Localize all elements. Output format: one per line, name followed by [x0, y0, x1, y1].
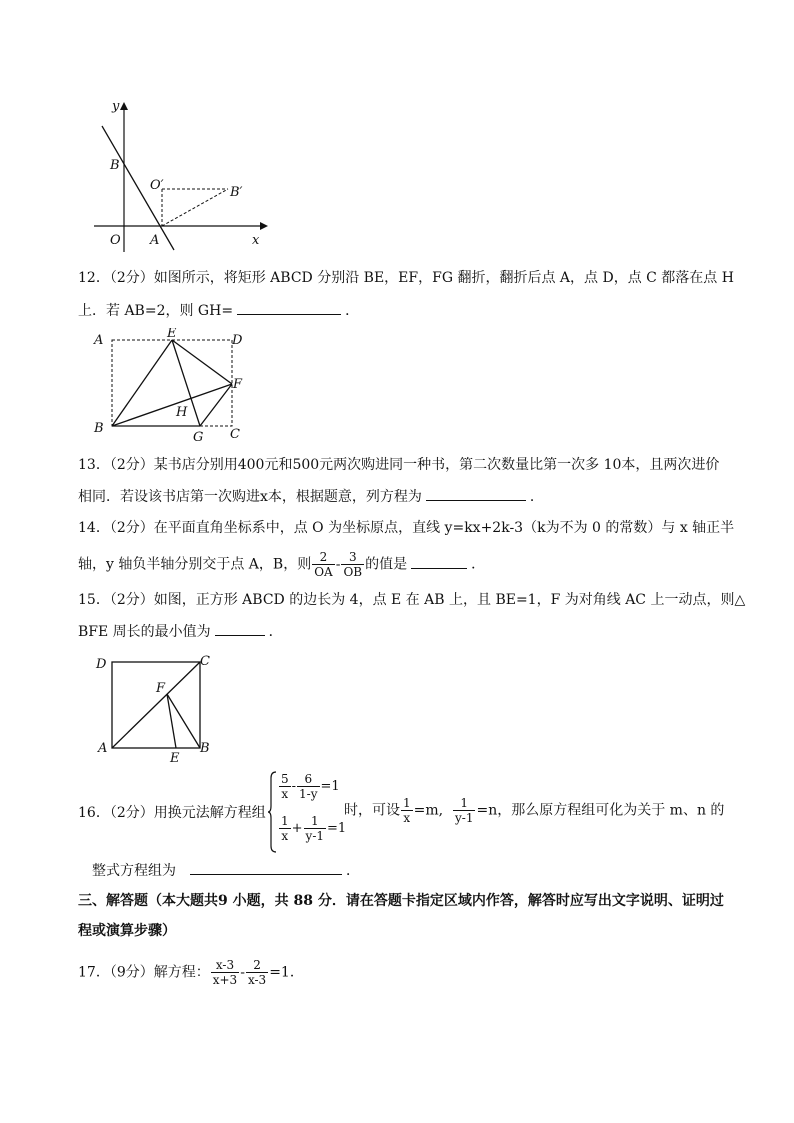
q14-line2 — [78, 550, 485, 579]
q14-text: 轴，y 轴负半轴分别交于点 A，B，则 — [78, 556, 312, 573]
minus-sign: - — [335, 556, 341, 573]
equals-1: =1 — [320, 779, 340, 794]
figure-q12-rectangle-fold — [90, 328, 250, 446]
q16-text: 时，可设 — [344, 802, 400, 819]
fraction-x-3-over-x-3: $\frac{x-3}{x+3}$ — [212, 958, 238, 987]
plus-sign: + — [291, 821, 303, 836]
section-3-heading-2: 程或演算步骤） — [78, 923, 176, 939]
q14-text-2: 的值是 — [365, 556, 408, 573]
label-h: H — [176, 405, 188, 420]
label-c: C — [230, 427, 240, 442]
fraction-1-x: $\frac{1}{x}$ — [281, 814, 289, 843]
fraction-1-x-sub: $\frac{1}{x}$ — [403, 796, 411, 825]
label-c: C — [200, 654, 210, 669]
x-axis-arrow — [260, 222, 268, 230]
q17-suffix: =1． — [269, 964, 304, 981]
fraction-3-ob: $\frac{3}{OB}$ — [343, 550, 363, 579]
equation-1 — [278, 772, 340, 801]
minus-sign: - — [291, 779, 297, 794]
label-d: D — [232, 333, 243, 348]
label-e: E — [167, 328, 177, 341]
dashed-a-bprime — [162, 189, 228, 226]
fraction-6-1-y: $\frac{6}{1-y}$ — [299, 772, 318, 801]
q13-period: ． — [529, 489, 544, 505]
diagonal-ac — [112, 662, 200, 748]
label-b: B — [200, 741, 210, 756]
q17-line — [78, 958, 304, 987]
answer-blank — [215, 621, 265, 636]
section-3-heading: 三、解答题（本大题共9 小题，共 88 分．请在答题卡指定区域内作答，解答时应写出文字说明、证明过 — [78, 893, 724, 909]
q16-text-2: =n，那么原方程组可化为关于 m、n 的 — [476, 802, 725, 819]
label-b: B — [94, 421, 104, 436]
q16-line1 — [78, 803, 266, 823]
answer-blank — [237, 300, 341, 315]
answer-blank — [426, 486, 526, 501]
y-axis-arrow — [120, 102, 128, 110]
line-fg — [200, 384, 232, 426]
label-a: A — [98, 741, 108, 756]
answer-blank — [411, 554, 467, 569]
label-g: G — [193, 430, 204, 445]
label-b-prime: B′ — [230, 185, 243, 200]
label-d: D — [96, 657, 107, 672]
fraction-1-y-1-sub: $\frac{1}{y-1}$ — [455, 796, 474, 825]
label-e: E — [170, 751, 180, 764]
label-y: y — [112, 99, 120, 114]
equals-m: =m, — [413, 802, 444, 819]
label-b: B — [110, 158, 120, 173]
line-be — [112, 340, 172, 426]
equation-2 — [278, 814, 346, 843]
q16-line1-rest — [344, 796, 724, 825]
label-a: A — [150, 233, 160, 248]
line-bf — [112, 384, 232, 426]
q15-line1: 15．（2分）如图，正方形 ABCD 的边长为 4，点 E 在 AB 上，且 BE=1，F 为对角线 AC 上一动点，则△ — [78, 592, 746, 608]
left-brace — [268, 770, 278, 854]
label-o: O — [110, 233, 121, 248]
line-ef — [172, 340, 232, 384]
q14-period: ． — [471, 556, 486, 573]
figure-q11-coordinate-graph — [88, 96, 278, 256]
q13-text: 相同．若设该书店第一次购进x本，根据题意，列方程为 — [78, 489, 422, 505]
rectangle-abcd — [112, 340, 232, 426]
label-x: x — [252, 233, 260, 248]
q16-prefix: 16．（2分）用换元法解方程组 — [78, 805, 266, 821]
q16-line2 — [92, 860, 360, 881]
q12-text: 上．若 AB=2，则 GH= — [78, 303, 234, 319]
label-o-prime: O′ — [150, 178, 164, 193]
fraction-5-x: $\frac{5}{x}$ — [281, 772, 289, 801]
fraction-2-oa: $\frac{2}{OA}$ — [314, 550, 333, 579]
q12-period: ． — [345, 303, 360, 319]
q12-line1: 12．（2分）如图所示，将矩形 ABCD 分别沿 BE，EF，FG 翻折，翻折后点 A，点 D，点 C 都落在点 H — [78, 270, 734, 286]
q14-line1: 14．（2分）在平面直角坐标系中，点 O 为坐标原点，直线 y=kx+2k-3（k为不为 0 的常数）与 x 轴正半 — [78, 520, 735, 536]
fraction-2-over-x-3: $\frac{2}{x-3}$ — [247, 958, 267, 987]
equals-1: =1 — [327, 821, 347, 836]
q13-line1: 13．（2分）某书店分别用400元和500元两次购进同一种书，第二次数量比第一次多 10本，且两次进价 — [78, 457, 720, 473]
q16-period: ． — [346, 863, 360, 879]
label-a: A — [94, 333, 104, 348]
minus-sign: - — [240, 964, 245, 981]
q17-prefix: 17．（9分）解方程： — [78, 964, 210, 981]
q16-text-3: 整式方程组为 — [92, 863, 176, 879]
q15-text: BFE 周长的最小值为 — [78, 624, 211, 640]
q16-equation-system — [268, 770, 348, 854]
answer-blank — [190, 860, 342, 875]
q15-line2 — [78, 621, 283, 642]
figure-q15-square — [92, 652, 222, 764]
q12-line2 — [78, 300, 359, 321]
label-f: F — [156, 681, 166, 696]
q13-line2 — [78, 486, 544, 507]
fraction-1-y-1: $\frac{1}{y-1}$ — [305, 814, 325, 843]
q15-period: ． — [268, 624, 283, 640]
label-f: F — [233, 377, 243, 392]
